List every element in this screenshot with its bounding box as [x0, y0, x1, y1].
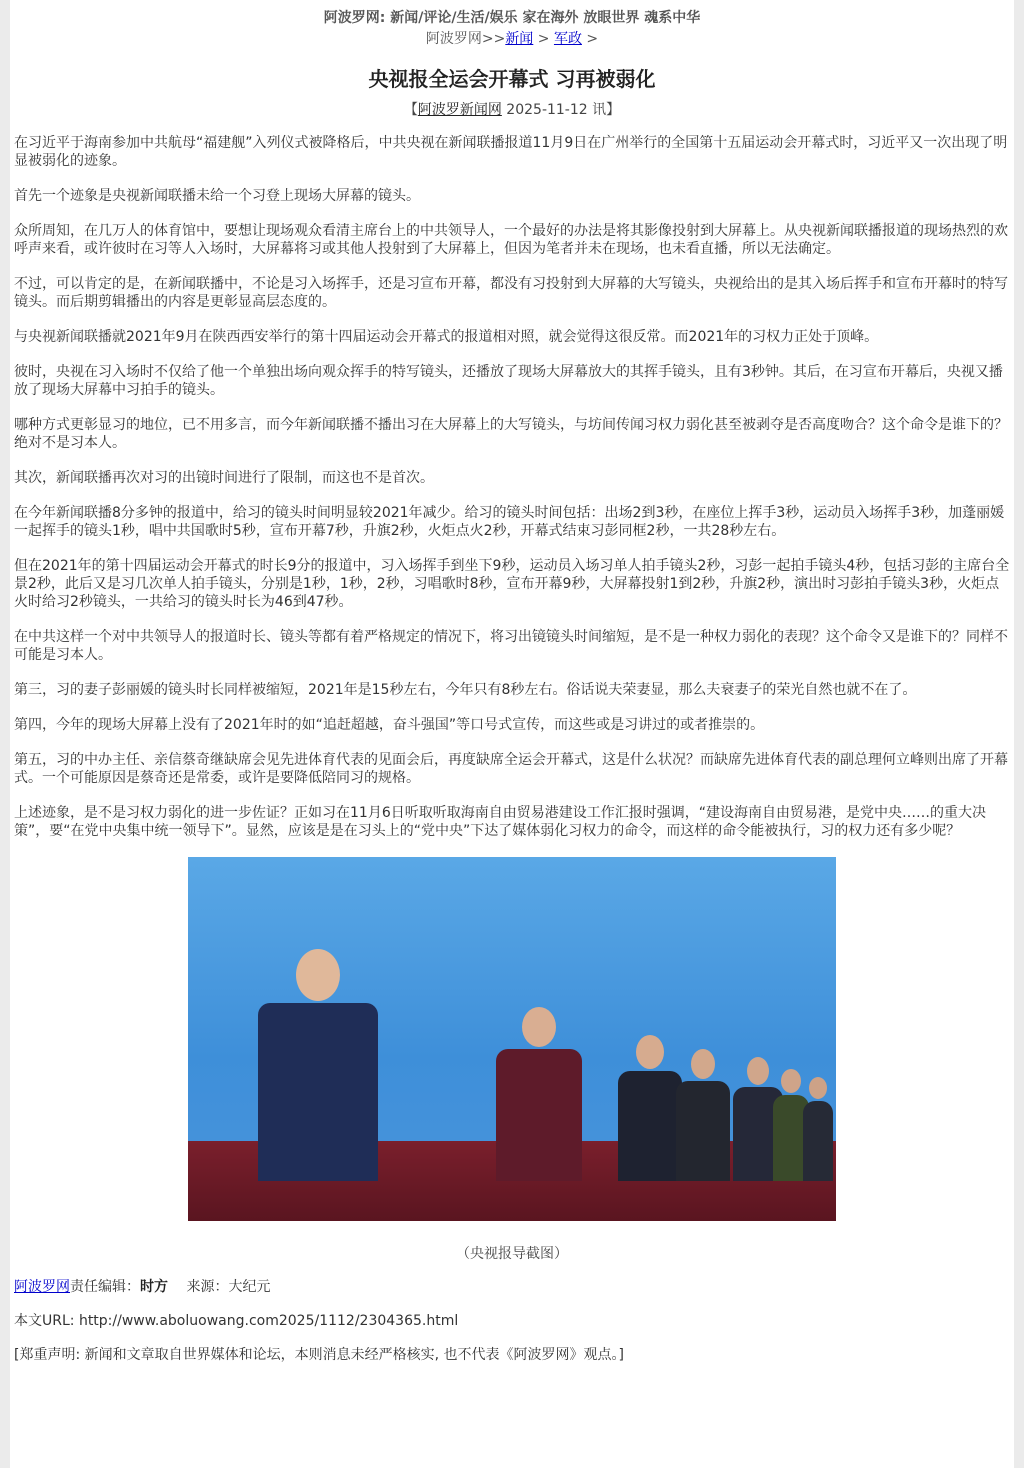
photo-figure	[496, 1007, 582, 1181]
breadcrumb-home: 阿波罗网>>	[425, 31, 506, 47]
article-footer	[14, 1277, 1010, 1365]
article-paragraph: 在今年新闻联播8分多钟的报道中，给习的镜头时间明显较2021年减少。给习的镜头时间包括：出场2到3秒，在座位上挥手3秒，运动员入场挥手3秒，加蓬丽媛一起挥手的镜头1秒，唱中共国歌时5秒，宣布开幕7秒，升旗2秒，火炬点火2秒，开幕式结束习彭同框2秒，一共28秒左右。	[14, 505, 1005, 539]
breadcrumb-category-link[interactable]: 军政	[553, 31, 582, 47]
article-paragraph: 上述迹象，是不是习权力弱化的进一步佐证？正如习在11月6日听取听取海南自由贸易港建设工作汇报时强调，“建设海南自由贸易港，是党中央……的重大决策”，要“在党中央集中统一领导下”。显然，应该是是在习头上的“党中央”下达了媒体弱化习权力的命令，而这样的命令能被执行，习的权力还有多少呢？	[14, 805, 986, 839]
byline-close-bracket: 】	[606, 102, 621, 118]
article-paragraph: 彼时，央视在习入场时不仅给了他一个单独出场向观众挥手的特写镜头，还播放了现场大屏幕放大的其挥手镜头，且有3秒钟。其后，在习宣布开幕后，央视又播放了现场大屏幕中习拍手的镜头。	[14, 364, 1003, 398]
editor-label: 责任编辑：	[70, 1279, 140, 1295]
article-paragraph: 其次，新闻联播再次对习的出镜时间进行了限制，而这也不是首次。	[14, 470, 434, 486]
byline-source-link[interactable]: 阿波罗新闻网	[417, 102, 502, 118]
breadcrumb	[14, 28, 1010, 50]
byline-date: 2025-11-12 讯	[501, 102, 607, 118]
article-paragraph: 不过，可以肯定的是，在新闻联播中，不论是习入场挥手，还是习宣布开幕，都没有习投射到大屏幕的大写镜头，央视给出的是其入场后挥手和宣布开幕时的特写镜头。而后期剪辑播出的内容是更彰显高层态度的。	[14, 276, 1008, 310]
source-label: 来源：大纪元	[168, 1279, 271, 1295]
article-paragraph: 在中共这样一个对中共领导人的报道时长、镜头等都有着严格规定的情况下，将习出镜镜头时间缩短，是不是一种权力弱化的表现？这个命令又是谁下的？同样不可能是习本人。	[14, 629, 1008, 663]
article-paragraph: 第三，习的妻子彭丽媛的镜头时长同样被缩短，2021年是15秒左右，今年只有8秒左右。俗话说夫荣妻显，那么夫衰妻子的荣光自然也就不在了。	[14, 682, 917, 698]
photo-figure	[803, 1077, 833, 1181]
breadcrumb-news-link[interactable]: 新闻	[505, 31, 534, 47]
photo-figure	[676, 1049, 730, 1181]
article-url: 本文URL: http://www.aboluowang.com2025/1112/2304365.html	[14, 1313, 459, 1329]
editor-name: 时方	[140, 1279, 168, 1295]
article-paragraph: 众所周知，在几万人的体育馆中，要想让现场观众看清主席台上的中共领导人，一个最好的办法是将其影像投射到大屏幕上。从央视新闻联播报道的现场热烈的欢呼声来看，或许彼时在习等人入场时，大屏幕将习或其他人投射到了大屏幕上，但因为笔者并未在现场，也未看直播，所以无法确定。	[14, 223, 1008, 257]
article-paragraph: 第四，今年的现场大屏幕上没有了2021年时的如“追赶超越，奋斗强国”等口号式宣传，而这些或是习讲过的或者推崇的。	[14, 717, 765, 733]
photo-figure	[258, 949, 378, 1181]
article-paragraph: 首先一个迹象是央视新闻联播未给一个习登上现场大屏幕的镜头。	[14, 188, 420, 204]
byline-open-bracket: 【	[403, 102, 418, 118]
disclaimer: [郑重声明: 新闻和文章取自世界媒体和论坛，本则消息未经严格核实, 也不代表《阿波罗网》观点。]	[14, 1347, 624, 1363]
site-tagline: 阿波罗网: 新闻/评论/生活/娱乐 家在海外 放眼世界 魂系中华	[323, 10, 701, 26]
page-container	[10, 0, 1014, 1468]
article-paragraph: 哪种方式更彰显习的地位，已不用多言，而今年新闻联播不播出习在大屏幕上的大写镜头，与坊间传闻习权力弱化甚至被剥夺是否高度吻合？这个命令是谁下的？绝对不是习本人。	[14, 417, 1008, 451]
image-caption: （央视报导截图）	[456, 1246, 568, 1262]
photo-figure	[618, 1035, 682, 1181]
article-byline	[14, 100, 1010, 120]
news-photo	[188, 857, 836, 1221]
article-body	[14, 134, 1010, 1263]
article-paragraph: 第五，习的中办主任、亲信蔡奇继缺席会见先进体育代表的见面会后，再度缺席全运会开幕式，这是什么状况？而缺席先进体育代表的副总理何立峰则出席了开幕式。一个可能原因是蔡奇还是常委，或许是要降低陪同习的规格。	[14, 752, 1008, 786]
breadcrumb-separator: >	[533, 31, 554, 47]
article-figure	[14, 857, 1010, 1263]
footer-site-link[interactable]: 阿波罗网	[14, 1279, 70, 1295]
editor-row	[14, 1277, 1010, 1297]
article-paragraph: 与央视新闻联播就2021年9月在陕西西安举行的第十四届运动会开幕式的报道相对照，就会觉得这很反常。而2021年的习权力正处于顶峰。	[14, 329, 879, 345]
breadcrumb-separator: >	[581, 31, 599, 47]
article-paragraph: 在习近平于海南参加中共航母“福建舰”入列仪式被降格后，中共央视在新闻联播报道11月9日在广州举行的全国第十五届运动会开幕式时，习近平又一次出现了明显被弱化的迹象。	[14, 135, 1008, 169]
article-paragraph: 但在2021年的第十四届运动会开幕式的时长9分的报道中，习入场挥手到坐下9秒，运动员入场习单人拍手镜头2秒，习彭一起拍手镜头4秒，包括习彭的主席台全景2秒，此后又是习几次单人拍手镜头，分别是1秒，1秒，2秒，习唱歌时8秒，宣布开幕9秒，大屏幕投射1到2秒，升旗2秒，演出时习彭拍手镜头3秒，火炬点火时给习2秒镜头，一共给习的镜头时长为46到47秒。	[14, 558, 1010, 610]
article-title: 央视报全运会开幕式 习再被弱化	[368, 67, 656, 91]
